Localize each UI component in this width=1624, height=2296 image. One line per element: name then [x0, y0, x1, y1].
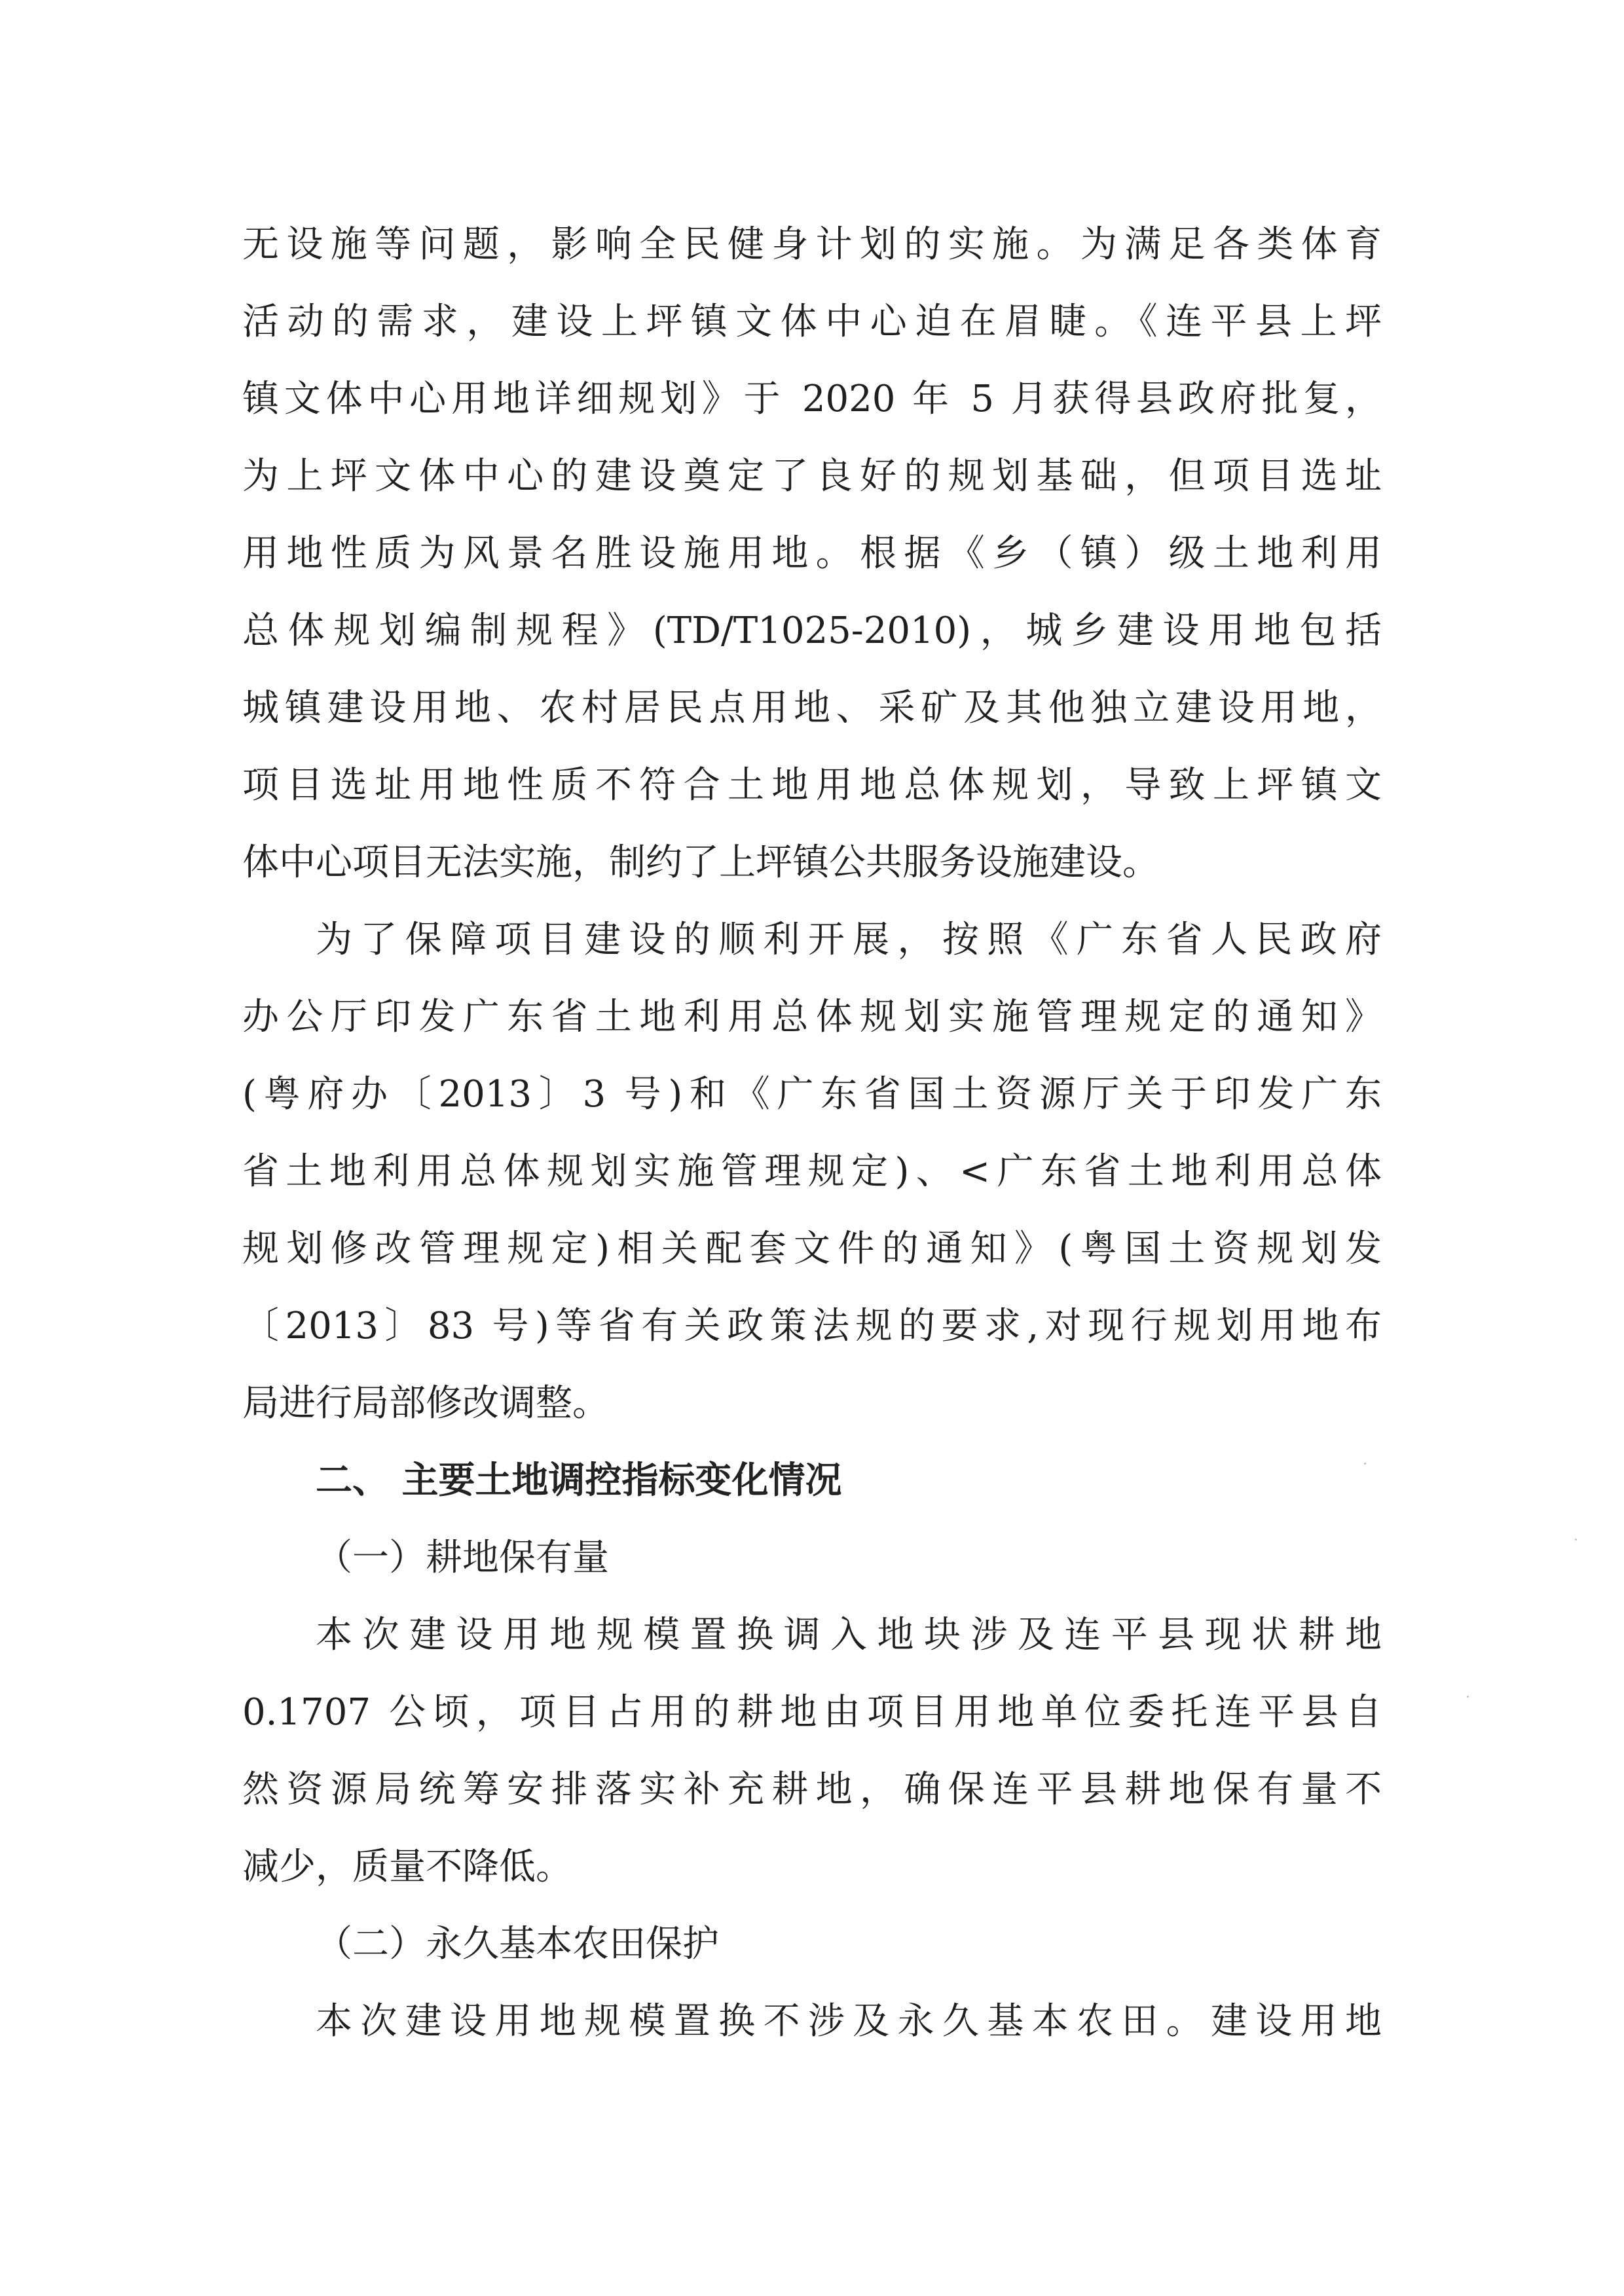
paragraph-line: 本次建设用地规模置换调入地块涉及连平县现状耕地	[316, 1614, 1382, 1656]
subsection-heading: （一）耕地保有量	[316, 1537, 609, 1579]
paragraph-line: 无设施等问题，影响全民健身计划的实施。为满足各类体育	[242, 223, 1382, 266]
paragraph-line: 减少，质量不降低。	[242, 1846, 572, 1888]
scan-speck	[1364, 1463, 1366, 1465]
paragraph-line: 规划修改管理规定)相关配套文件的通知》(粤国土资规划发	[242, 1228, 1382, 1270]
paragraph-line: 局进行局部修改调整。	[242, 1382, 609, 1425]
paragraph-line: 镇文体中心用地详细规划》于 2020 年 5 月获得县政府批复，	[242, 378, 1382, 420]
paragraph-line: 省土地利用总体规划实施管理规定)、<广东省土地利用总体	[242, 1150, 1382, 1193]
paragraph-line: 项目选址用地性质不符合土地用地总体规划，导致上坪镇文	[242, 764, 1382, 807]
paragraph-line: 为了保障项目建设的顺利开展，按照《广东省人民政府	[316, 919, 1382, 961]
paragraph-line: 然资源局统筹安排落实补充耕地，确保连平县耕地保有量不	[242, 1768, 1382, 1811]
section-heading: 二、 主要土地调控指标变化情况	[316, 1459, 842, 1502]
paragraph-line: (粤府办〔2013〕3 号)和《广东省国土资源厅关于印发广东	[242, 1073, 1382, 1116]
paragraph-line: 体中心项目无法实施，制约了上坪镇公共服务设施建设。	[242, 841, 1159, 884]
scan-speck	[1467, 1696, 1469, 1698]
paragraph-line: 活动的需求，建设上坪镇文体中心迫在眉睫。《连平县上坪	[242, 301, 1382, 343]
paragraph-line: 用地性质为风景名胜设施用地。根据《乡（镇）级土地利用	[242, 532, 1382, 575]
paragraph-line: 城镇建设用地、农村居民点用地、采矿及其他独立建设用地，	[242, 687, 1382, 729]
document-body	[242, 206, 1382, 2060]
scan-speck	[1575, 1539, 1577, 1540]
subsection-heading: （二）永久基本农田保护	[316, 1923, 719, 1965]
paragraph-line: 办公厅印发广东省土地利用总体规划实施管理规定的通知》	[242, 996, 1382, 1038]
paragraph-line: 〔2013〕83 号)等省有关政策法规的要求,对现行规划用地布	[242, 1305, 1382, 1347]
paragraph-line: 本次建设用地规模置换不涉及永久基本农田。建设用地	[316, 2000, 1382, 2043]
paragraph-line: 为上坪文体中心的建设奠定了良好的规划基础，但项目选址	[242, 455, 1382, 498]
paragraph-line: 0.1707 公顷，项目占用的耕地由项目用地单位委托连平县自	[242, 1691, 1382, 1734]
paragraph-line: 总体规划编制规程》(TD/T1025-2010)，城乡建设用地包括	[242, 610, 1382, 652]
